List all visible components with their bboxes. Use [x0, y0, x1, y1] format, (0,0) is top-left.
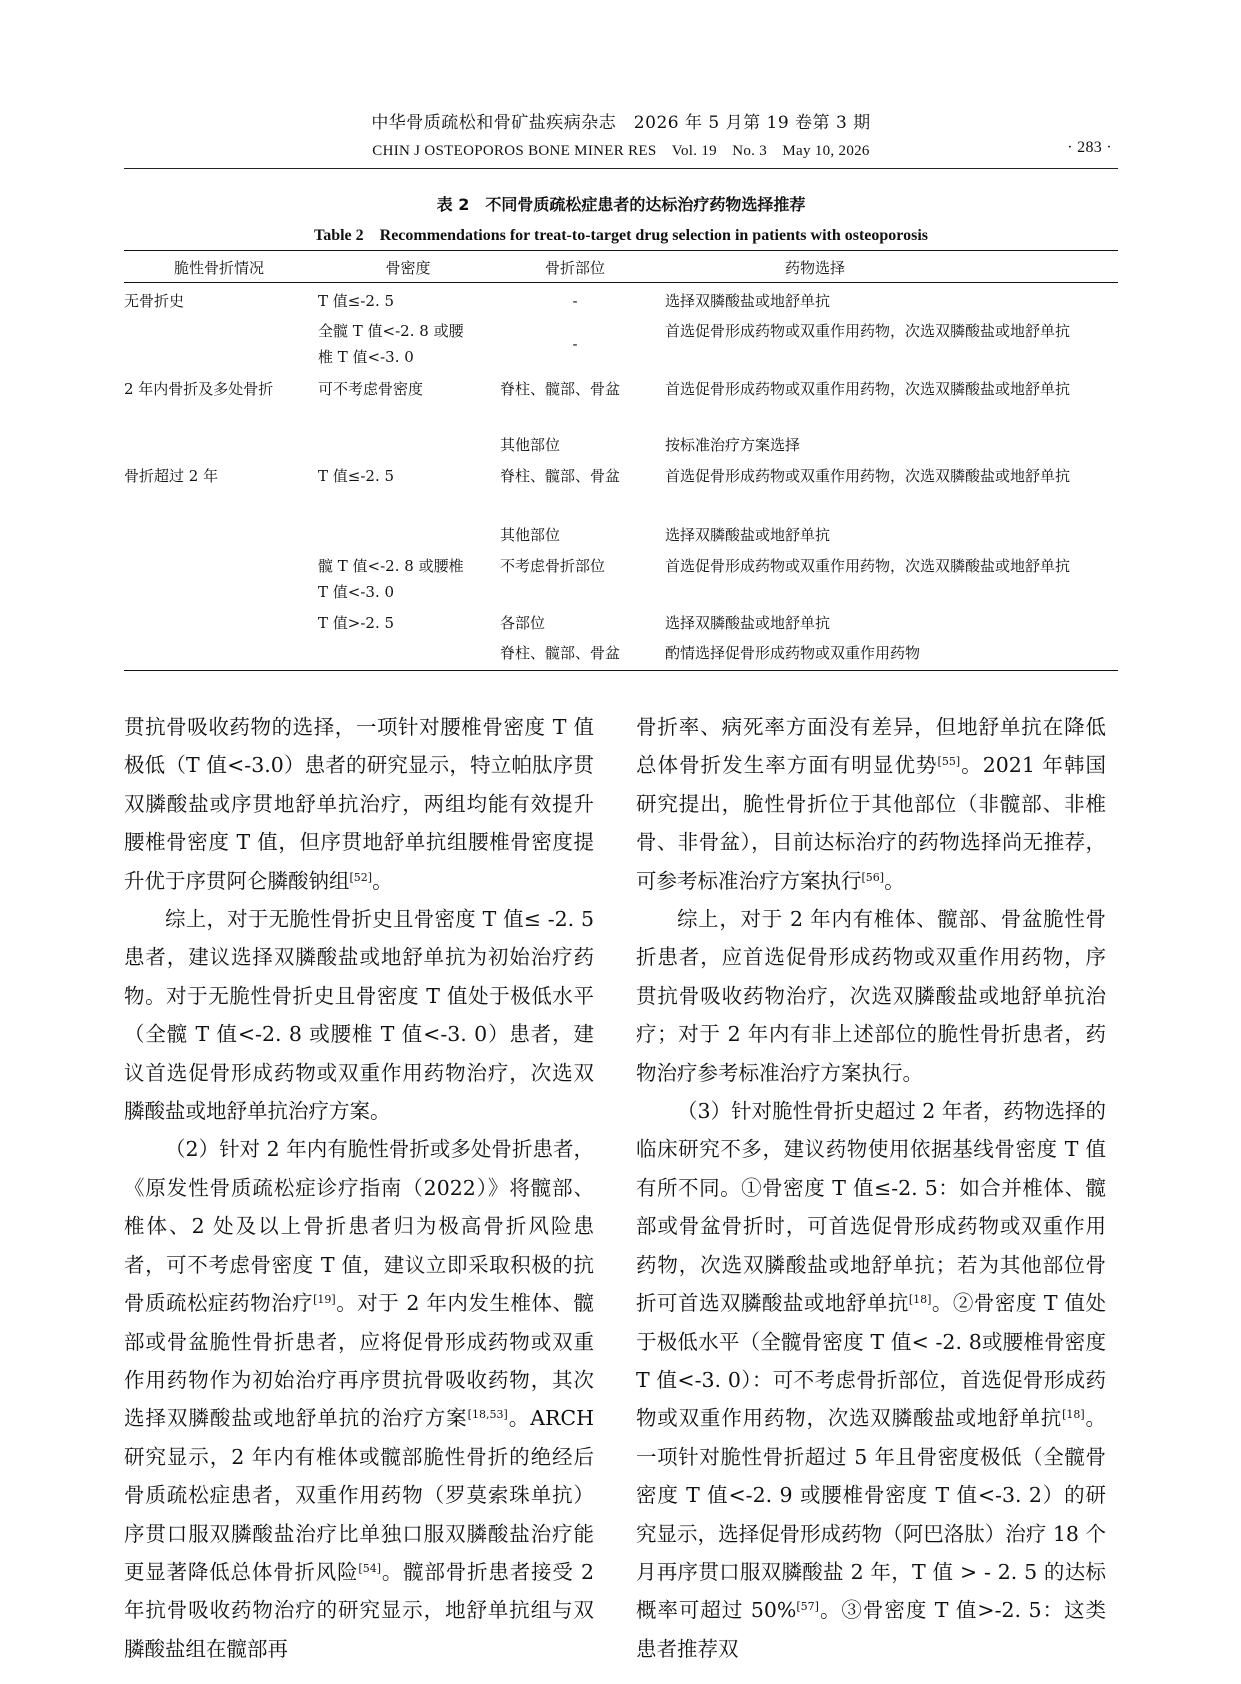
table-caption-cn: 表 2 不同骨质疏松症患者的达标治疗药物选择推荐	[436, 195, 806, 214]
table-cell: 髋 T 值<-2. 8 或腰椎 T 值<-3. 0	[318, 557, 464, 601]
table-header-fracture: 脆性骨折情况	[173, 259, 264, 277]
citation-ref: [19]	[313, 1293, 336, 1307]
body-paragraph: 综上，对于无脆性骨折史且骨密度 T 值≤ -2. 5患者，建议选择双膦酸盐或地舒单抗为初始治疗药物。对于无脆性骨折史且骨密度 T 值处于极低水平（全髋 T 值<-2. 8 或腰椎 T 值<-3. 0）患者，建议首选促骨形成药物或双重作用药物治疗，次选双膦酸盐或地舒单抗治疗方案。	[124, 907, 594, 1124]
body-paragraph	[124, 708, 594, 900]
body-text: 。	[372, 868, 393, 893]
table-cell: 酌情选择促骨形成药物或双重作用药物	[665, 644, 921, 662]
table-cell: 不考虑骨折部位	[500, 557, 606, 575]
table-cell: 各部位	[500, 614, 546, 632]
table-cell: 全髋 T 值<-2. 8 或腰椎 T 值<-3. 0	[318, 322, 464, 366]
citation-ref: [18,53]	[467, 1408, 508, 1422]
body-left-column	[124, 708, 594, 1668]
body-text: 。髋部骨折患者接受 2 年抗骨吸收药物治疗的研究显示，地舒单抗组与双膦酸盐组在髋部再	[124, 1559, 594, 1661]
citation-ref: [54]	[358, 1561, 382, 1575]
table-cell: 选择双膦酸盐或地舒单抗	[665, 292, 831, 310]
table-header-bmd: 骨密度	[385, 259, 431, 277]
table-cell: -	[572, 335, 578, 353]
body-text: 。2021 年韩国研究提出，脆性骨折位于其他部位（非髋部、非椎骨、非骨盆），目前达标治疗的药物选择尚无推荐，可参考标准治疗方案执行	[636, 753, 1107, 893]
body-text: 。②骨密度 T 值处于极低水平（全髋骨密度 T 值< -2. 8或腰椎骨密度 T 值<-3. 0）：可不考虑骨折部位，首选促骨形成药物或双重作用药物，次选双膦酸盐或地舒单抗	[636, 1291, 1106, 1431]
body-text: 。一项针对脆性骨折超过 5 年且骨密度极低（全髋骨密度 T 值<-2. 9 或腰椎骨密度 T 值<-3. 2）的研究显示，选择促骨形成药物（阿巴洛肽）治疗 18 个月再序贯口服双膦酸盐 2 年，T 值 > - 2. 5 的达标概率可超过 50%	[636, 1406, 1107, 1623]
table-cell: 脊柱、髋部、骨盆	[500, 380, 621, 398]
running-header	[124, 108, 1118, 160]
citation-ref: [18]	[908, 1293, 932, 1307]
table-cell: 脊柱、髋部、骨盆	[500, 644, 621, 662]
table-cell: T 值≤-2. 5	[318, 467, 395, 485]
body-text: 。对于 2 年内发生椎体、髋部或骨盆脆性骨折患者，应将促骨形成药物或双重作用药物作为初始治疗再序贯抗骨吸收药物，其次选择双膦酸盐或地舒单抗的治疗方案	[124, 1291, 595, 1431]
table-cell: 选择双膦酸盐或地舒单抗	[665, 614, 831, 632]
table-bottom-rule	[124, 670, 1118, 671]
table-cell: 按标准治疗方案选择	[665, 436, 801, 454]
table-cell: 首选促骨形成药物或双重作用药物，次选双膦酸盐或地舒单抗	[665, 322, 1071, 340]
table-cell: 脊柱、髋部、骨盆	[500, 467, 621, 485]
body-text: （3）针对脆性骨折史超过 2 年者，药物选择的临床研究不多，建议药物使用依据基线骨密度 T 值有所不同。①骨密度 T 值≤-2. 5：如合并椎体、髋部或骨盆骨折时，可首选促骨形成药物或双重作用药物，次选双膦酸盐或地舒单抗；若为其他部位骨折可首选双膦酸盐或地舒单抗	[636, 1099, 1106, 1316]
table-caption-en: Table 2 Recommendations for treat-to-target drug selection in patients with osteoporosis	[313, 227, 929, 244]
body-text: 骨折率、病死率方面没有差异，但地舒单抗在降低总体骨折发生率方面有明显优势	[636, 715, 1106, 778]
table-cell: 其他部位	[500, 436, 561, 454]
table-top-rule	[124, 250, 1118, 251]
table-header-site: 骨折部位	[544, 259, 605, 277]
table-cell: 无骨折史	[124, 292, 185, 310]
table-cell: 骨折超过 2 年	[124, 467, 219, 485]
table-header-rule	[124, 282, 1118, 283]
table-cell: 首选促骨形成药物或双重作用药物，次选双膦酸盐或地舒单抗	[665, 557, 1071, 575]
body-paragraph: 综上，对于 2 年内有椎体、髋部、骨盆脆性骨折患者，应首选促骨形成药物或双重作用药物，序贯抗骨吸收药物治疗，次选双膦酸盐或地舒单抗治疗；对于 2 年内有非上述部位的脆性骨折患者，药物治疗参考标准治疗方案执行。	[636, 907, 1106, 1085]
citation-ref: [52]	[349, 870, 373, 884]
table-cell: 首选促骨形成药物或双重作用药物，次选双膦酸盐或地舒单抗	[665, 380, 1071, 398]
body-right-column	[636, 708, 1106, 1668]
table-cell: T 值≤-2. 5	[318, 292, 395, 310]
body-paragraph	[636, 1092, 1106, 1668]
citation-ref: [56]	[861, 870, 885, 884]
journal-title-en	[124, 139, 1118, 160]
table-cell: T 值>-2. 5	[318, 614, 395, 632]
body-text: 。ARCH 研究显示，2 年内有椎体或髋部脆性骨折的绝经后骨质疏松症患者，双重作用药物（罗莫索珠单抗）序贯口服双膦酸盐治疗比单独口服双膦酸盐治疗能更显著降低总体骨折风险	[124, 1406, 594, 1584]
table-cell: 2 年内骨折及多处骨折	[124, 380, 274, 398]
table-cell: 选择双膦酸盐或地舒单抗	[665, 526, 831, 544]
citation-ref: [18]	[1062, 1408, 1085, 1422]
body-text: （2）针对 2 年内有脆性骨折或多处骨折患者，《原发性骨质疏松症诊疗指南（2022）》将髋部、椎体、2 处及以上骨折患者归为极高骨折风险患者，可不考虑骨密度 T 值，建议立即采取积极的抗骨质疏松症药物治疗	[124, 1137, 594, 1316]
table-cell: -	[572, 292, 578, 310]
citation-ref: [57]	[796, 1600, 819, 1614]
citation-ref: [55]	[937, 755, 961, 769]
header-rule	[124, 168, 1118, 169]
journal-citation-en: CHIN J OSTEOPOROS BONE MINER RES Vol. 19 No. 3 May 10, 2026	[372, 143, 870, 159]
journal-title-cn: 中华骨质疏松和骨矿盐疾病杂志 2026 年 5 月第 19 卷第 3 期	[371, 113, 871, 133]
body-paragraph	[636, 708, 1106, 900]
table-header-drug: 药物选择	[784, 259, 845, 277]
table-cell: 首选促骨形成药物或双重作用药物，次选双膦酸盐或地舒单抗	[665, 467, 1071, 485]
body-text: 贯抗骨吸收药物的选择，一项针对腰椎骨密度 T 值极低（T 值<-3.0）患者的研究显示，特立帕肽序贯双膦酸盐或序贯地舒单抗治疗，两组均能有效提升腰椎骨密度 T 值，但序贯地舒单抗组腰椎骨密度提升优于序贯阿仑膦酸钠组	[124, 715, 594, 893]
body-text: 。	[884, 868, 905, 893]
body-paragraph	[124, 1130, 594, 1668]
page-number: · 283 ·	[1067, 139, 1112, 156]
table-cell: 可不考虑骨密度	[318, 380, 424, 398]
table-cell: 其他部位	[500, 526, 561, 544]
body-text: 。③骨密度 T 值>-2. 5：这类患者推荐双	[636, 1598, 1106, 1661]
